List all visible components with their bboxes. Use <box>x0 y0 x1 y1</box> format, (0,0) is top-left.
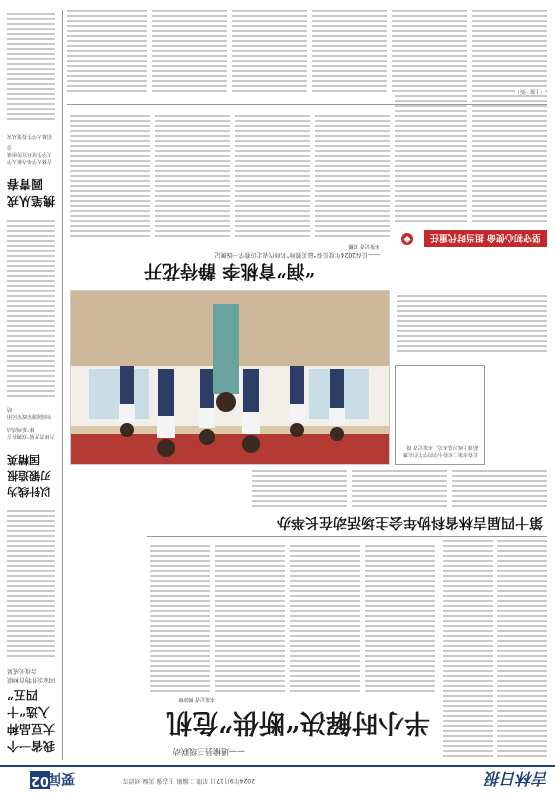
dance-class-photo <box>70 290 390 465</box>
text-column <box>150 545 210 695</box>
top-article-kicker: ——通榆县三级联动 <box>173 747 245 756</box>
text-column <box>472 10 547 95</box>
education-article-byline: 本报记者 刘鹏 <box>348 243 380 249</box>
divider <box>147 536 547 537</box>
text-column <box>497 540 547 760</box>
newspaper-logo: 吉林日报 <box>484 769 549 788</box>
economy-article-subtitle: 国家农作物育种联合攻关成果 <box>6 667 55 683</box>
top-article-title: 半小时解决“断供”危机 <box>166 707 430 737</box>
text-column <box>235 115 310 240</box>
text-column <box>7 510 55 660</box>
youth-article-subtitle-1: 吉林大学举办新入学大学生征兵宣传座谈会 <box>7 144 53 164</box>
youth-article-subtitle-2: 招募大学生投笔从戎 <box>7 133 53 139</box>
date-line: 2024年9月17日 星期二 编辑 王志强 美编 刘清雪 <box>122 777 255 784</box>
science-article-title: 第十四届吉林省科协年会主场活动在长举办 <box>277 514 543 530</box>
text-column <box>392 10 467 95</box>
text-column <box>155 115 230 240</box>
military-article-title: 以针线为刃锻造报国精英 <box>7 453 51 498</box>
text-column <box>312 10 387 95</box>
continued-note: （上接一版） <box>514 88 545 94</box>
text-column <box>152 10 227 95</box>
photo-caption-box <box>395 365 485 465</box>
military-article-subtitle-1: 吉林省开展“双拥在吉林”系列活动 <box>7 426 55 439</box>
education-article-subtitle: ——长春2024年度长春“最美教师”名师代表走访教学一线侧记 <box>214 251 380 258</box>
page-number: 02 <box>30 773 50 788</box>
education-article-title: “润”育桃李 静待花开 <box>144 260 315 281</box>
text-column <box>252 470 347 510</box>
text-column <box>365 545 435 695</box>
military-article-subtitle-2: 全面展现军政军民团结 <box>7 406 53 419</box>
text-column <box>70 115 150 240</box>
mission-tag-icon: ◆ <box>401 233 413 245</box>
text-column <box>443 540 493 760</box>
text-column <box>290 545 360 695</box>
text-column <box>232 10 307 95</box>
text-column <box>452 470 547 510</box>
column-divider <box>62 10 63 760</box>
youth-article-title: 携笔从戎圆青春 <box>6 177 55 208</box>
text-column <box>7 220 55 400</box>
photo-caption: 长春市第二实验小学的学生们在舞蹈课上练习基本功。本报记者 摄 <box>402 444 478 457</box>
text-column <box>397 295 547 355</box>
economy-article-title: 我省一个大豆品种入选“十四五” <box>6 688 55 753</box>
text-column <box>7 11 55 123</box>
text-column <box>67 10 147 95</box>
text-column <box>215 545 285 695</box>
top-article-byline: 本报记者 柳沛峰 <box>178 696 215 702</box>
text-column <box>315 115 390 240</box>
mission-tag: 坚守初心使命 担当时代重任 <box>424 230 547 247</box>
section-title: 要闻 <box>47 770 75 786</box>
divider <box>67 104 547 105</box>
header-rule <box>0 765 555 767</box>
text-column <box>352 470 447 510</box>
